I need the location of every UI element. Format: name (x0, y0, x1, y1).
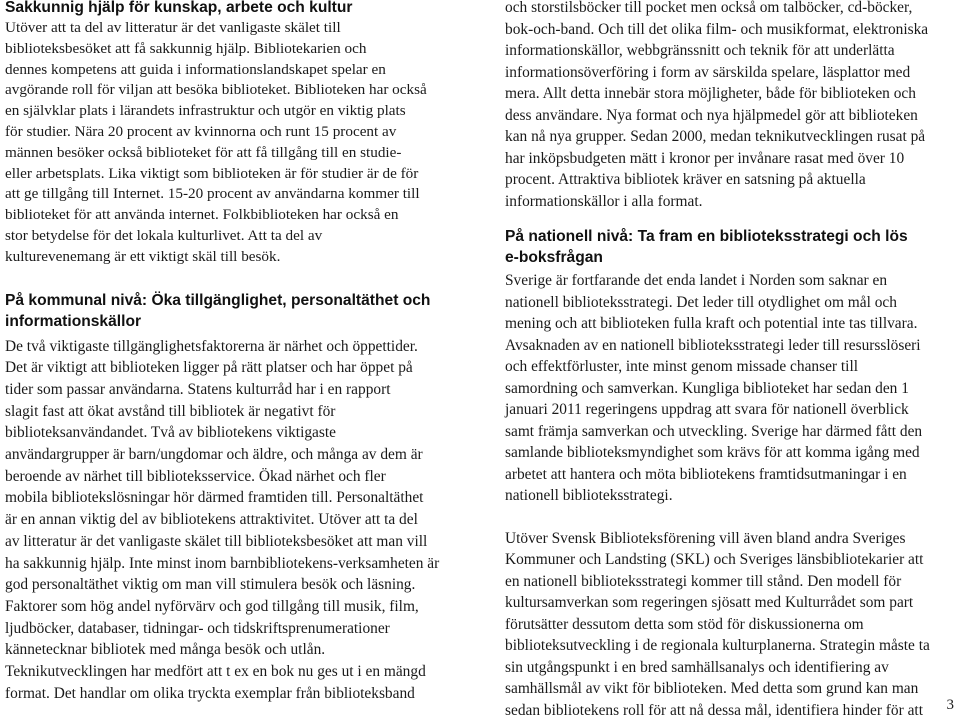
text-line: användargrupper är barn/ungdomar och äldre, och många av dem är (5, 444, 463, 466)
text-line: god personaltäthet viktig om man vill stimulera besök och läsning. (5, 574, 463, 596)
heading-line: informationskällor (5, 311, 463, 332)
text-line: mobila bibliotekslösningar hör därmed framtiden till. Personaltäthet (5, 487, 463, 509)
text-line: kännetecknar bibliotek med många besök och utlån. (5, 639, 463, 661)
text-line: nationell biblioteksstrategi. Det leder till otydlighet om mål och (505, 292, 955, 314)
text-line: kulturevenemang är ett viktigt skäl till besök. (5, 247, 463, 268)
section-heading-national (505, 226, 955, 268)
right-column (505, 0, 955, 721)
text-line: Avsaknaden av en nationell biblioteksstrategi leder till resursslöseri (505, 335, 955, 357)
text-line: biblioteksutveckling i de regionala kulturplanerna. Strategin måste ta (505, 635, 955, 657)
heading-line: På kommunal nivå: Öka tillgänglighet, personaltäthet och (5, 290, 463, 311)
text-line: förutsätter dessutom detta som stöd för diskussionerna om (505, 614, 955, 636)
text-line: samhällsmål av vikt för biblioteken. Med detta som grund kan man (505, 678, 955, 700)
section-heading-expert-help: Sakkunnig hjälp för kunskap, arbete och kultur (5, 0, 463, 18)
text-line: mera. Allt detta innebär stora möjligheter, både för biblioteken och (505, 83, 955, 105)
paragraph-national-strategy (505, 270, 955, 507)
text-line: slagit fast att ökat avstånd till bibliotek är negativt för (5, 401, 463, 423)
text-line: Faktorer som hög andel nyförvärv och god tillgång till musik, film, (5, 596, 463, 618)
text-line: Sverige är fortfarande det enda landet i Norden som saknar en (505, 270, 955, 292)
text-line: beroende av närhet till biblioteksservice. Ökad närhet och fler (5, 466, 463, 488)
text-line: för studier. Nära 20 procent av kvinnorna och runt 15 procent av (5, 122, 463, 143)
text-line: att ge tillgång till Internet. 15-20 procent av användarna kommer till (5, 184, 463, 205)
paragraph-municipal (5, 336, 463, 705)
text-line: informationskällor i alla format. (505, 191, 955, 213)
paragraph-expert-help (5, 18, 463, 268)
text-line: ha sakkunnig hjälp. Inte minst inom barnbibliotekens-verksamheten är (5, 553, 463, 575)
heading-line: e-boksfrågan (505, 247, 955, 268)
text-line: Teknikutvecklingen har medfört att t ex en bok nu ges ut i en mängd (5, 661, 463, 683)
text-line: dess användare. Nya format och nya hjälpmedel gör att biblioteken (505, 105, 955, 127)
text-line: en nationell biblioteksstrategi kommer till stånd. Den modell för (505, 571, 955, 593)
text-line: Det är viktigt att biblioteken ligger på rätt platser och har öppet på (5, 357, 463, 379)
text-line: nationell biblioteksstrategi. (505, 485, 955, 507)
text-line: stor betydelse för det lokala kulturlivet. Att ta del av (5, 226, 463, 247)
page-number: 3 (947, 697, 955, 714)
text-line: ljudböcker, databaser, tidningar- och tidskriftsprenumerationer (5, 618, 463, 640)
text-line: är en annan viktig del av bibliotekens attraktivitet. Utöver att ta del (5, 509, 463, 531)
text-line: sin utgångspunkt i en bred samhällsanalys och identifiering av (505, 657, 955, 679)
text-line: eller arbetsplats. Lika viktigt som biblioteken är för studier är de för (5, 164, 463, 185)
text-line: har inköpsbudgeten mätt i kronor per invånare rasat med över 10 (505, 148, 955, 170)
text-line: och storstilsböcker till pocket men också om talböcker, cd-böcker, (505, 0, 955, 19)
text-line: informationskällor, webbgränssnitt och teknik för att underlätta (505, 40, 955, 62)
text-line: en självklar plats i lärandets infrastruktur och utgör en viktig plats (5, 101, 463, 122)
text-line: januari 2011 regeringens uppdrag att svara för nationell överblick (505, 399, 955, 421)
heading-line: På nationell nivå: Ta fram en biblioteksstrategi och lös (505, 226, 955, 247)
text-line: biblioteket för att använda internet. Folkbiblioteken har också en (5, 205, 463, 226)
text-line: samlande biblioteksmyndighet som krävs för att komma igång med (505, 442, 955, 464)
text-line: samt främja samverkan och utveckling. Sverige har därmed fått den (505, 421, 955, 443)
text-line: avgörande roll för viljan att besöka biblioteket. Biblioteken har också (5, 80, 463, 101)
text-line: De två viktigaste tillgänglighetsfaktorerna är närhet och öppettider. (5, 336, 463, 358)
section-heading-municipal (5, 290, 463, 332)
text-line: bok-och-band. Och till det olika film- och musikformat, elektroniska (505, 19, 955, 41)
text-line: kan nå nya grupper. Sedan 2000, medan teknikutvecklingen rusat på (505, 126, 955, 148)
text-line: arbetet att hantera och möta bibliotekens framtidsutmaningar i en (505, 464, 955, 486)
text-line: av litteratur är det vanligaste skälet till biblioteksbesöket att man vill (5, 531, 463, 553)
text-line: biblioteksanvändandet. Två av bibliotekens viktigaste (5, 422, 463, 444)
text-line: informationsöverföring i form av särskilda spelare, läsplattor med (505, 62, 955, 84)
paragraph-formats (505, 0, 955, 212)
text-line: männen besöker också biblioteket för att få tillgång till en studie- (5, 143, 463, 164)
text-line: format. Det handlar om olika tryckta exemplar från biblioteksband (5, 683, 463, 705)
text-line: Utöver att ta del av litteratur är det vanligaste skälet till (5, 18, 463, 39)
left-column (5, 0, 463, 705)
text-line: dennes kompetens att guida i informationslandskapet spelar en (5, 60, 463, 81)
text-line: Utöver Svensk Biblioteksförening vill även bland andra Sveriges (505, 528, 955, 550)
text-line: samordning och samverkan. Kungliga biblioteket har sedan den 1 (505, 378, 955, 400)
text-line: och effektförluster, inte minst genom missade chanser till (505, 356, 955, 378)
paragraph-cooperation (505, 528, 955, 721)
text-line: mening och att biblioteken fulla kraft och potential inte tas tillvara. (505, 313, 955, 335)
text-line: tider som passar användarna. Statens kulturråd har i en rapport (5, 379, 463, 401)
text-line: kultursamverkan som regeringen sjösatt med Kulturrådet som part (505, 592, 955, 614)
text-line: sedan bibliotekens roll för att nå dessa mål, identifiera hinder för att (505, 700, 955, 721)
text-line: Kommuner och Landsting (SKL) och Sveriges länsbibliotekarier att (505, 549, 955, 571)
text-line: procent. Attraktiva bibliotek kräver en satsning på aktuella (505, 169, 955, 191)
text-line: biblioteksbesöket att få sakkunnig hjälp. Bibliotekarien och (5, 39, 463, 60)
